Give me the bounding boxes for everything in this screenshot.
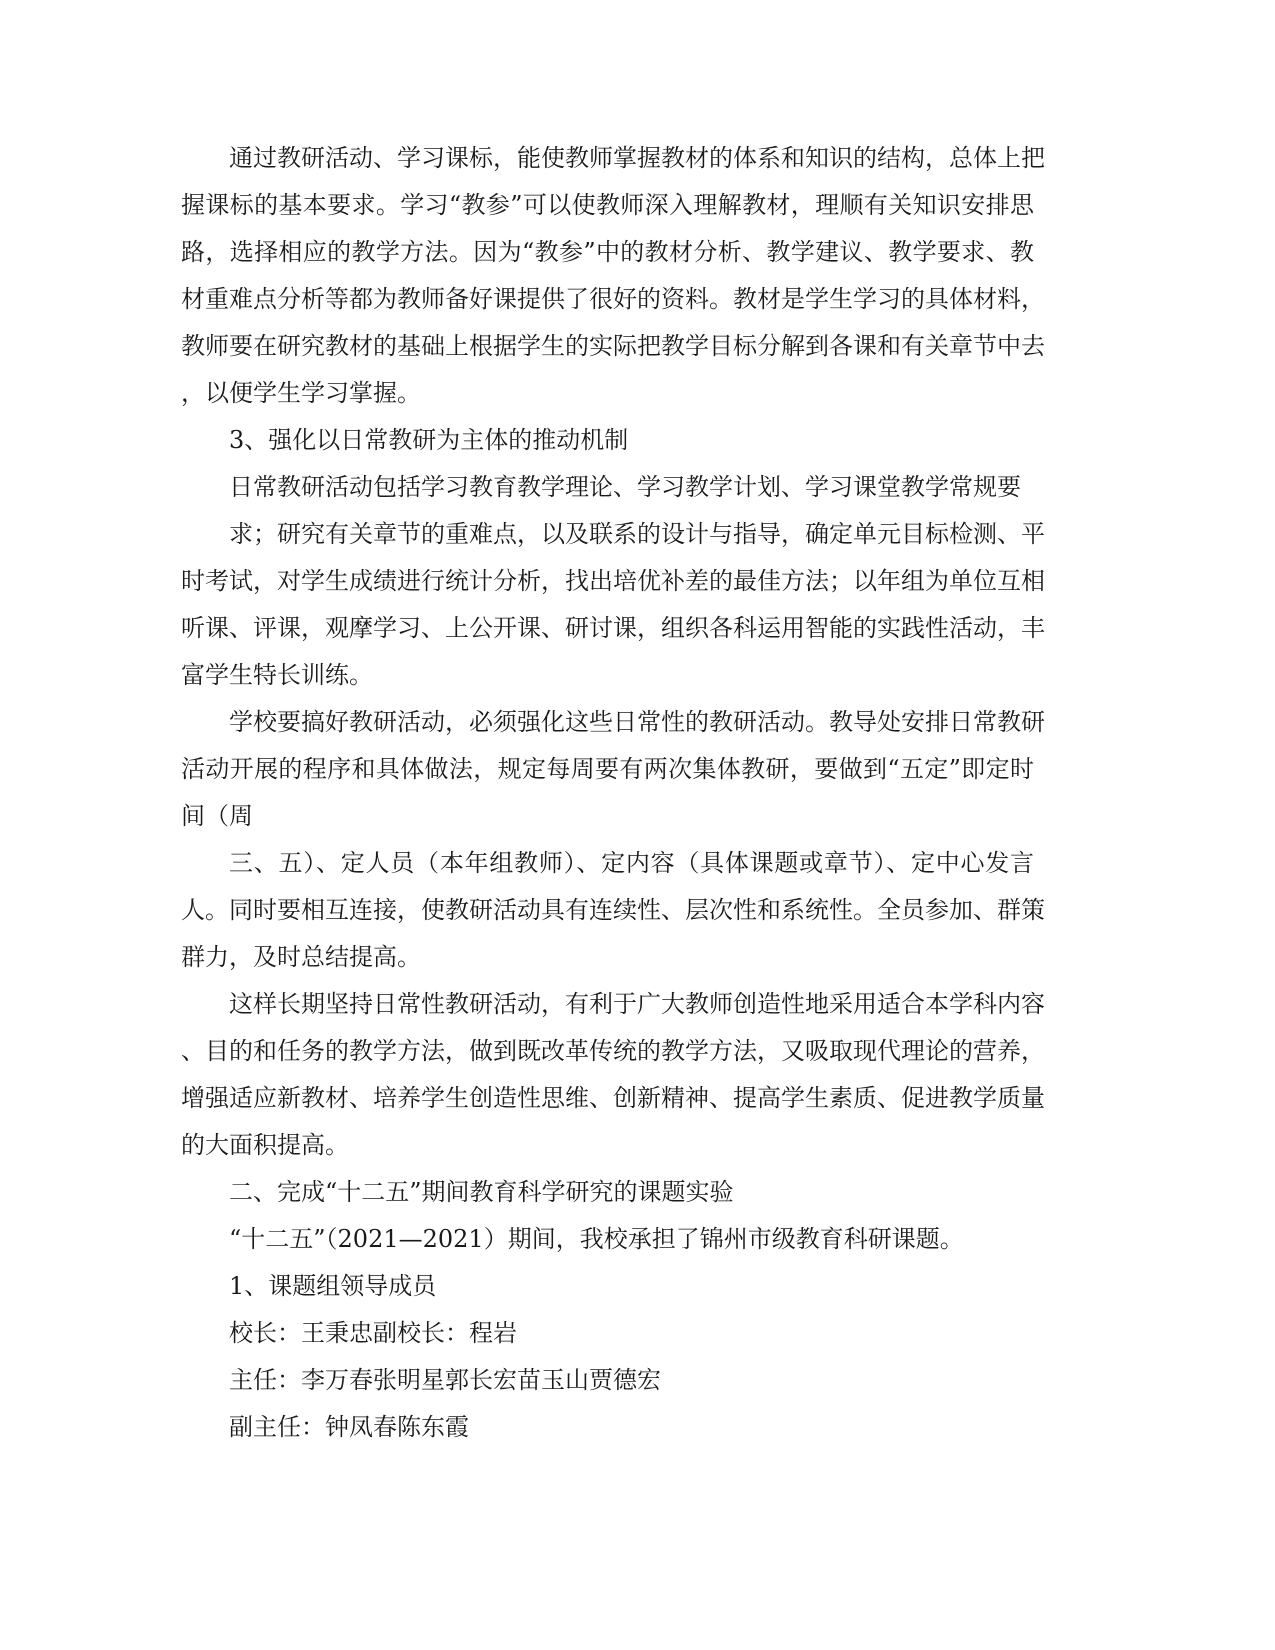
member-line: 副主任：钟凤春陈东霞	[229, 1413, 469, 1441]
section-heading: 二、完成“十二五”期间教育科学研究的课题实验	[229, 1178, 734, 1206]
paragraph-line: 时考试，对学生成绩进行统计分析，找出培优补差的最佳方法；以年组为单位互相	[181, 567, 1045, 595]
paragraph-line: 的大面积提高。	[181, 1131, 349, 1159]
paragraph-line: 富学生特长训练。	[181, 661, 373, 689]
member-line: 主任：李万春张明星郭长宏苗玉山贾德宏	[229, 1366, 661, 1394]
paragraph-line: 听课、评课，观摩学习、上公开课、研讨课，组织各科运用智能的实践性活动，丰	[181, 614, 1045, 642]
paragraph-line: 间（周	[181, 802, 253, 830]
paragraph-line: 求；研究有关章节的重难点，以及联系的设计与指导，确定单元目标检测、平	[229, 520, 1045, 548]
paragraph-line: 人。同时要相互连接，使教研活动具有连续性、层次性和系统性。全员参加、群策	[181, 896, 1045, 924]
member-line: 校长：王秉忠副校长：程岩	[229, 1319, 517, 1347]
paragraph-line: “十二五”（2021—2021）期间，我校承担了锦州市级教育科研课题。	[229, 1225, 964, 1253]
paragraph-line: 三、五）、定人员（本年组教师）、定内容（具体课题或章节）、定中心发言	[229, 849, 1034, 877]
paragraph-line: 通过教研活动、学习课标，能使教师掌握教材的体系和知识的结构，总体上把	[229, 144, 1045, 172]
paragraph-line: 活动开展的程序和具体做法，规定每周要有两次集体教研，要做到“五定”即定时	[181, 755, 1034, 783]
paragraph-line: 学校要搞好教研活动，必须强化这些日常性的教研活动。教导处安排日常教研	[229, 708, 1045, 736]
paragraph-line: 这样长期坚持日常性教研活动，有利于广大教师创造性地采用适合本学科内容	[229, 990, 1045, 1018]
paragraph-line: 材重难点分析等都为教师备好课提供了很好的资料。教材是学生学习的具体材料，	[181, 285, 1045, 313]
paragraph-line: 、目的和任务的教学方法，做到既改革传统的教学方法，又吸取现代理论的营养，	[181, 1037, 1045, 1065]
paragraph-line: 路，选择相应的教学方法。因为“教参”中的教材分析、教学建议、教学要求、教	[181, 238, 1034, 266]
paragraph-line: 握课标的基本要求。学习“教参”可以使教师深入理解教材，理顺有关知识安排思	[181, 191, 1034, 219]
section-heading: 1、课题组领导成员	[229, 1272, 437, 1300]
paragraph-line: 群力，及时总结提高。	[181, 943, 421, 971]
section-heading: 3、强化以日常教研为主体的推动机制	[229, 426, 629, 454]
paragraph-line: 教师要在研究教材的基础上根据学生的实际把教学目标分解到各课和有关章节中去	[181, 332, 1045, 360]
paragraph-line: 增强适应新教材、培养学生创造性思维、创新精神、提高学生素质、促进教学质量	[181, 1084, 1045, 1112]
paragraph-line: 日常教研活动包括学习教育教学理论、学习教学计划、学习课堂教学常规要	[229, 473, 1021, 501]
paragraph-line: ，以便学生学习掌握。	[181, 379, 421, 407]
